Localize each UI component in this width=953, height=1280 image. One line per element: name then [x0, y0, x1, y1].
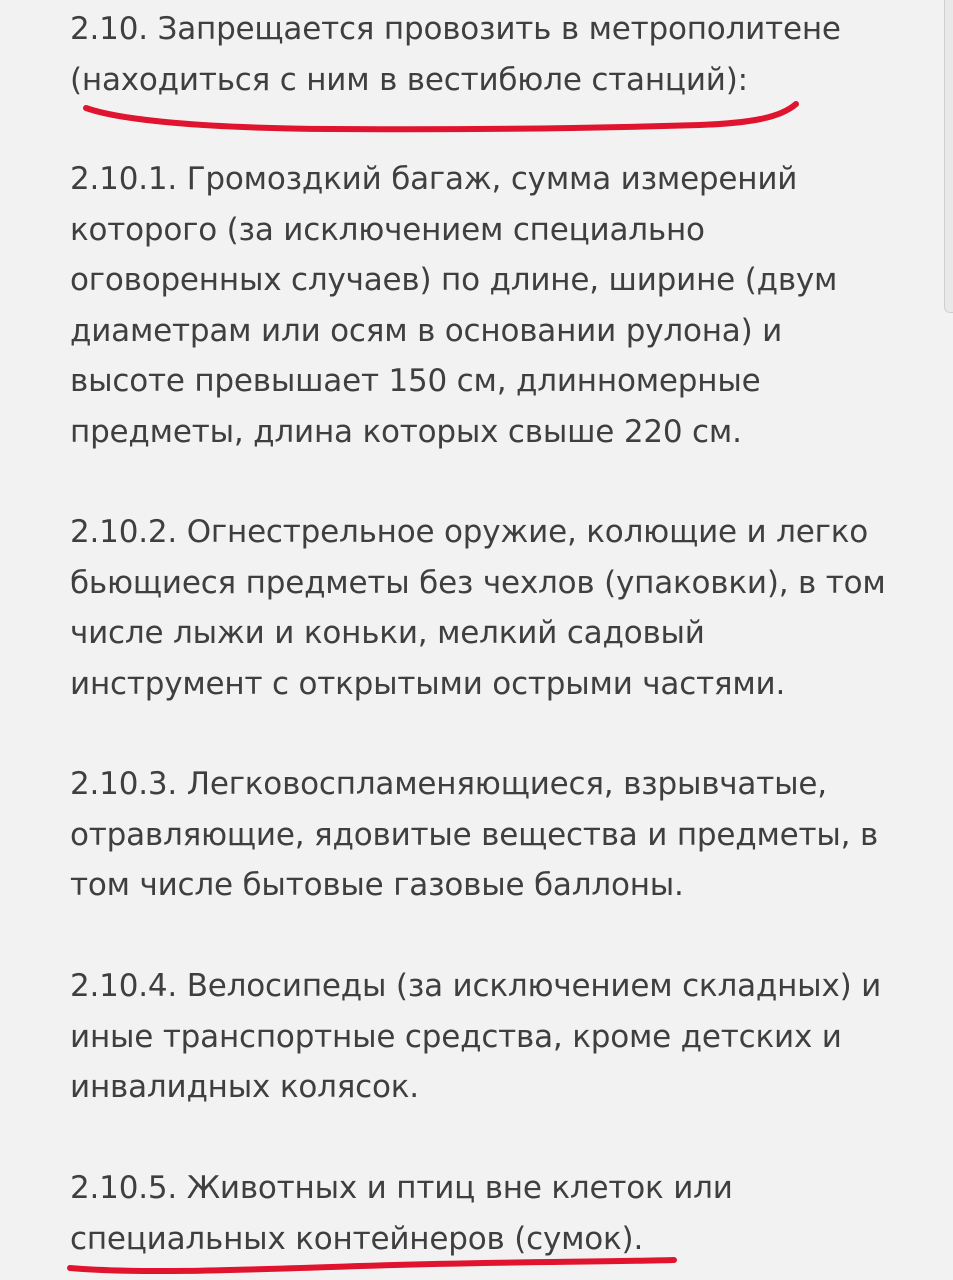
- paragraph-2-10-3: 2.10.3. Легковоспламеняющиеся, взрывчатые, отравляющие, ядовитые вещества и предметы, в том числе бытовые газовые баллоны.: [70, 766, 879, 903]
- scroll-indicator[interactable]: [944, 0, 953, 313]
- paragraph-2-10-2: 2.10.2. Огнестрельное оружие, колющие и легко бьющиеся предметы без чехлов (упаковки), в том числе лыжи и коньки, мелкий садовый инструмент с открытыми острыми частями.: [70, 514, 886, 702]
- paragraph-2-10-1: 2.10.1. Громоздкий багаж, сумма измерений которого (за исключением специально оговоренных случаев) по длине, ширине (двум диаметрам или осям в основании рулона) и высоте превышает 150 см, длинномерные предметы, длина которых свыше 220 см.: [70, 161, 838, 450]
- red-underline-top: [86, 104, 796, 129]
- paragraph-2-10-5: 2.10.5. Животных и птиц вне клеток или специальных контейнеров (сумок).: [70, 1170, 733, 1257]
- paragraph-2-10-4: 2.10.4. Велосипеды (за исключением складных) и иные транспортные средства, кроме детских и инвалидных колясок.: [70, 968, 882, 1105]
- paragraph-2-10: 2.10. Запрещается провозить в метрополитене (находиться с ним в вестибюле станций):: [70, 11, 841, 98]
